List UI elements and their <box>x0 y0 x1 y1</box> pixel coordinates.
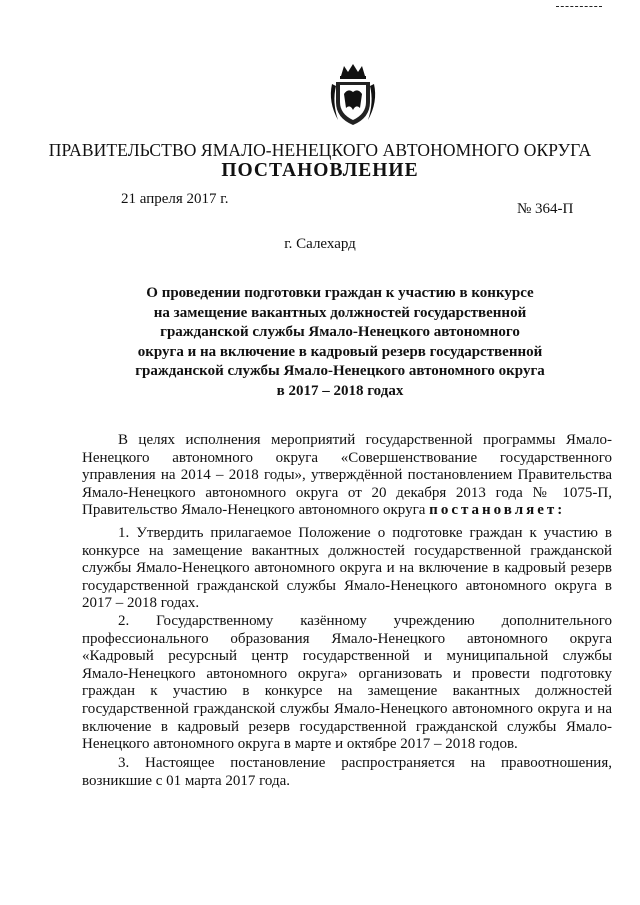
paragraph-line: службы Ямало-Ненецкого автономного округа и на включение в кадровый резерв <box>82 560 612 577</box>
item-1-paragraph <box>82 525 612 613</box>
organization-name: ПРАВИТЕЛЬСТВО ЯМАЛО-НЕНЕЦКОГО АВТОНОМНОГО ОКРУГА <box>48 140 592 160</box>
title-line: в 2017 – 2018 годах <box>276 382 404 399</box>
paragraph-line: Ямало-Ненецкого автономного округа» организовать и провести подготовку <box>82 665 612 682</box>
title-line: гражданской службы Ямало-Ненецкого автономного округа <box>135 363 545 380</box>
paragraph-line: включение в кадровый резерв государственной гражданской службы Ямало- <box>82 718 612 735</box>
document-number: № 364-П <box>517 201 574 217</box>
paragraph-line: 1. Утвердить прилагаемое Положение о подготовке граждан к участию в <box>118 525 612 541</box>
item-2-paragraph <box>82 613 612 754</box>
coat-of-arms-icon <box>324 62 382 130</box>
title-line: на замещение вакантных должностей государственной <box>153 304 527 321</box>
title-line: гражданской службы Ямало-Ненецкого автономного <box>160 324 520 341</box>
document-title <box>120 284 560 402</box>
paragraph-line: «Кадровый ресурсный центр государственной и муниципальной службы <box>82 648 612 665</box>
document-city: г. Салехард <box>284 236 356 252</box>
paragraph-line: В целях исполнения мероприятий государственной программы Ямало- <box>118 432 612 448</box>
title-line: округа и на включение в кадровый резерв государственной <box>137 343 543 360</box>
paragraph-line: Ненецкого автономного округа в марте и октябре 2017 – 2018 годов. <box>82 736 518 753</box>
paragraph-line: 3. Настоящее постановление распространяется на правоотношения, <box>118 755 612 771</box>
paragraph-line: возникшие с 01 марта 2017 года. <box>82 772 291 789</box>
paragraph-line <box>82 502 612 520</box>
paragraph-line: 2. Государственному казённому учреждению дополнительного <box>118 613 612 629</box>
document-date: 21 апреля 2017 г. <box>121 191 229 207</box>
document-type: ПОСТАНОВЛЕНИЕ <box>221 160 419 181</box>
paragraph-line: государственной гражданской службы Ямало-Ненецкого автономного округа в <box>82 577 612 594</box>
preamble-text: Правительство Ямало-Ненецкого автономного округа <box>82 502 426 519</box>
scan-mark <box>556 6 602 15</box>
paragraph-line: граждан к участию в конкурсе на замещение вакантных должностей <box>82 683 612 700</box>
preamble-paragraph <box>82 432 612 520</box>
title-line: О проведении подготовки граждан к участию в конкурсе <box>146 285 534 301</box>
paragraph-line: 2017 – 2018 годах. <box>82 595 200 612</box>
item-3-paragraph <box>82 755 612 790</box>
resolution-word: постановляет: <box>429 502 566 519</box>
paragraph-line: профессионального образования Ямало-Ненецкого автономного округа <box>82 630 612 647</box>
paragraph-line: Ямало-Ненецкого автономного округа от 20 декабря 2013 года № 1075-П, <box>82 484 612 501</box>
paragraph-line: Ненецкого автономного округа «Совершенствование государственного <box>82 449 612 466</box>
paragraph-line: управления на 2014 – 2018 годы», утверждённой постановлением Правительства <box>82 467 612 484</box>
paragraph-line: конкурсе на замещение вакантных должностей государственной гражданской <box>82 542 612 559</box>
paragraph-line: государственной гражданской службы Ямало-Ненецкого автономного округа и на <box>82 700 612 717</box>
